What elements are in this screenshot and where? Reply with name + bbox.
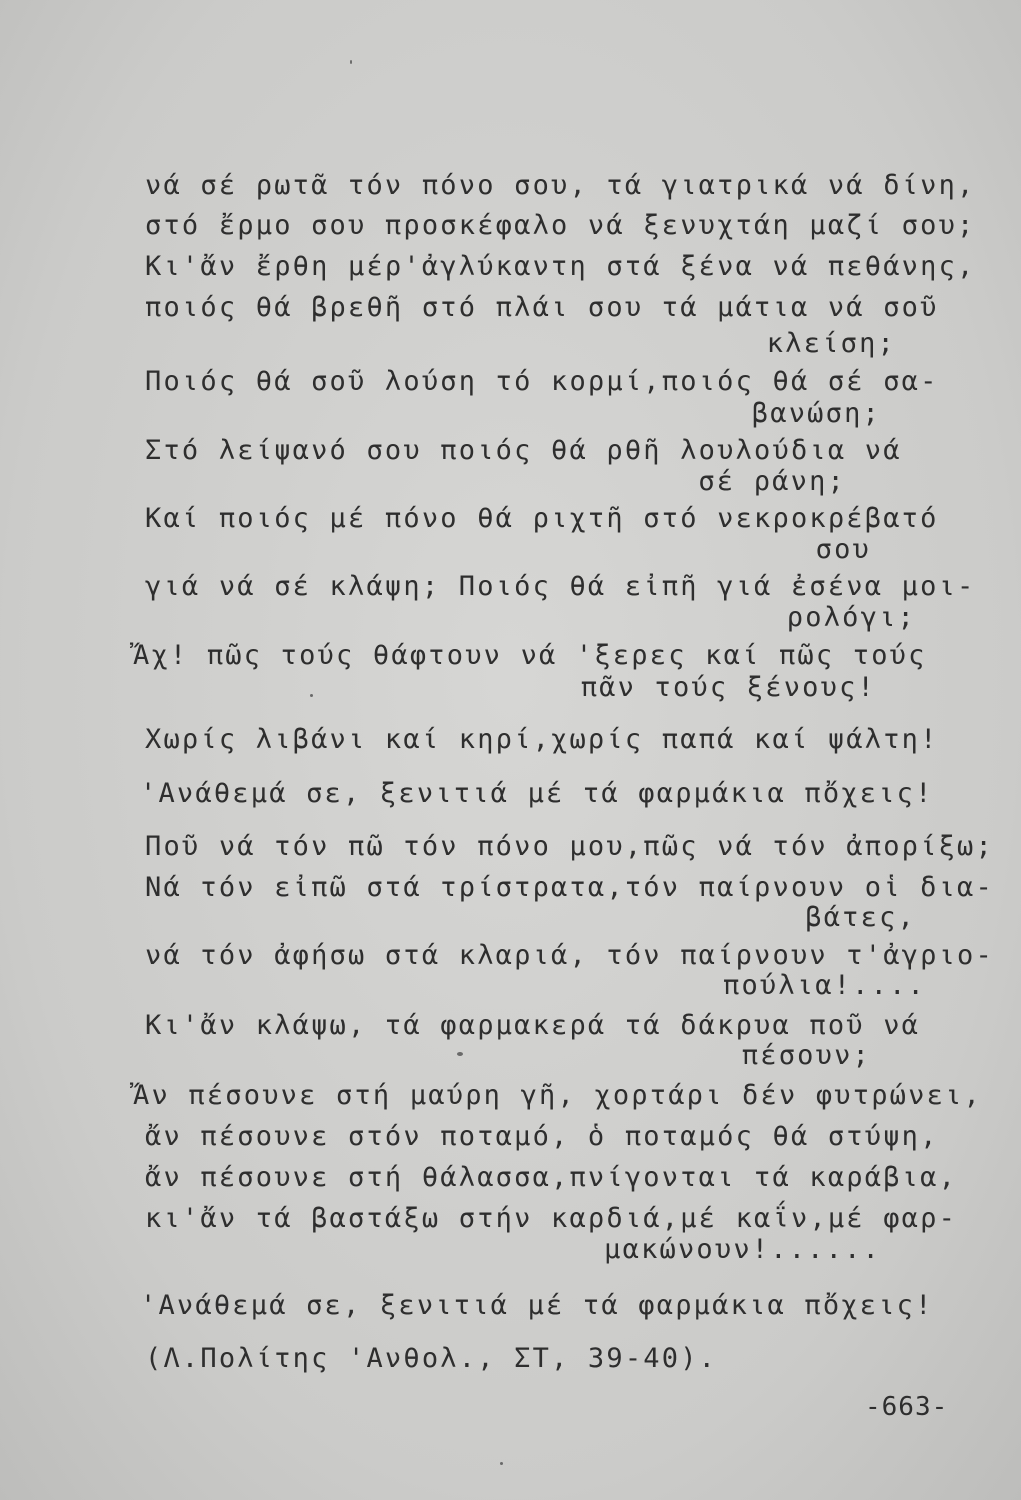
poem-refrain: 'Ανάθεμά σε, ξενιτιά μέ τά φαρμάκια πὄχεις! xyxy=(140,1290,934,1321)
poem-line-continuation: πᾶν τούς ξένους! xyxy=(580,672,876,703)
poem-line-continuation: σου xyxy=(815,534,871,565)
poem-line-continuation: βανώση; xyxy=(751,398,881,429)
poem-line: Ποιός θά σοῦ λούση τό κορμί,ποιός θά σέ σα- xyxy=(145,366,939,397)
poem-line: γιά νά σέ κλάψη; Ποιός θά εἰπῆ γιά ἐσένα μοι- xyxy=(145,571,976,602)
poem-line: Ποῦ νά τόν πῶ τόν πόνο μου,πῶς νά τόν ἀπορίξω; xyxy=(145,831,994,862)
poem-line: Ἄν πέσουνε στή μαύρη γῆ, χορτάρι δέν φυτρώνει, xyxy=(133,1080,982,1111)
poem-line: Κι'ἄν ἔρθη μέρ'ἀγλύκαντη στά ξένα νά πεθάνης, xyxy=(145,251,976,282)
poem-line: Νά τόν εἰπῶ στά τρίστρατα,τόν παίρνουν οἱ δια- xyxy=(145,872,994,903)
poem-line: ποιός θά βρεθῆ στό πλάι σου τά μάτια νά σοῦ xyxy=(145,292,939,323)
poem-line: κι'ἄν τά βαστάξω στήν καρδιά,μέ καΐν,μέ φαρ- xyxy=(145,1203,958,1234)
poem-line-continuation: κλείση; xyxy=(766,328,896,359)
poem-line: ἄν πέσουνε στή θάλασσα,πνίγονται τά καράβια, xyxy=(145,1162,958,1193)
scan-speck xyxy=(310,694,313,697)
poem-line: Χωρίς λιβάνι καί κηρί,χωρίς παπά καί ψάλτη! xyxy=(145,724,939,755)
poem-line: Κι'ἄν κλάψω, τά φαρμακερά τά δάκρυα ποῦ νά xyxy=(145,1010,921,1041)
page-number: -663- xyxy=(865,1392,949,1422)
poem-refrain: 'Ανάθεμά σε, ξενιτιά μέ τά φαρμάκια πὄχεις! xyxy=(140,778,934,809)
scan-speck xyxy=(350,60,352,64)
poem-line: Καί ποιός μέ πόνο θά ριχτῆ στό νεκροκρέβατό xyxy=(145,503,939,534)
poem-line: νά σέ ρωτᾶ τόν πόνο σου, τά γιατρικά νά δίνη, xyxy=(145,170,976,201)
poem-line: στό ἔρμο σου προσκέφαλο νά ξενυχτάη μαζί σου; xyxy=(145,210,976,241)
scan-speck xyxy=(500,1462,503,1465)
poem-line: Στό λείψανό σου ποιός θά ρθῆ λουλούδια νά xyxy=(145,435,902,466)
poem-line-continuation: σέ ράνη; xyxy=(698,466,846,497)
poem-line-continuation: πέσουν; xyxy=(741,1040,871,1071)
poem-line-continuation: πούλια!.... xyxy=(722,970,926,1001)
poem-line: ἄν πέσουνε στόν ποταμό, ὁ ποταμός θά στύψη, xyxy=(145,1121,939,1152)
poem-line-continuation: ρολόγι; xyxy=(786,602,916,633)
poem-line-continuation: βάτες, xyxy=(805,902,916,933)
poem-line: Ἄχ! πῶς τούς θάφτουν νά 'ξερες καί πῶς τούς xyxy=(133,640,927,671)
poem-line: νά τόν ἀφήσω στά κλαριά, τόν παίρνουν τ'ἀγριο- xyxy=(145,940,994,971)
scan-speck xyxy=(457,1052,463,1056)
poem-line-continuation: μακώνουν!...... xyxy=(604,1234,881,1265)
source-citation: (Λ.Πολίτης 'Ανθολ., ΣΤ, 39-40). xyxy=(145,1343,718,1374)
